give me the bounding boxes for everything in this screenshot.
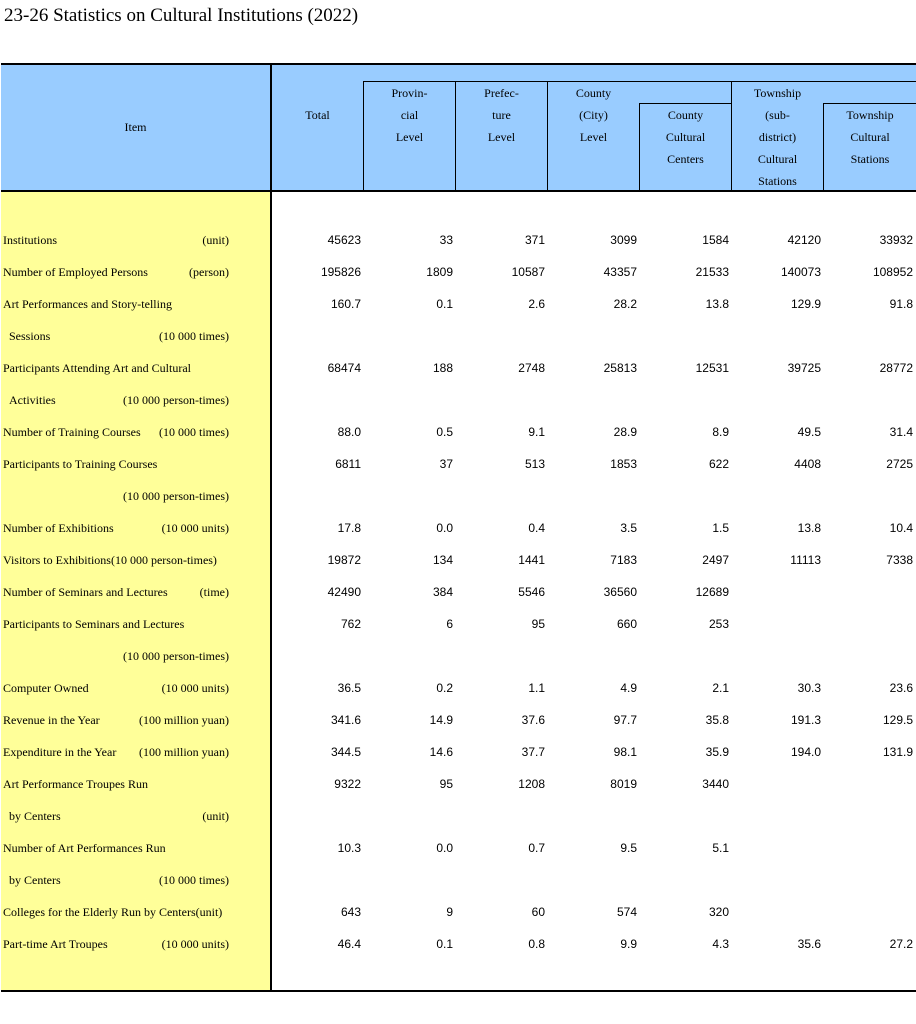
row-label-continuation: Activities [9, 393, 56, 407]
row-label-continuation: by Centers [9, 809, 61, 823]
value-township-level: 39725 [787, 361, 821, 375]
value-provincial: 0.2 [436, 681, 453, 695]
value-township-stations: 91.8 [889, 297, 913, 311]
header-item [1, 116, 270, 138]
row-label: Number of Art Performances Run [3, 841, 166, 855]
header-township-level: Township (sub- district) Cultural Stations [753, 86, 802, 188]
value-county-level: 3.5 [620, 521, 637, 535]
value-total: 643 [340, 905, 361, 919]
value-county-centers: 13.8 [705, 297, 729, 311]
value-county-centers: 2.1 [712, 681, 729, 695]
value-county-level: 9.5 [620, 841, 637, 855]
value-county-centers: 622 [708, 457, 729, 471]
value-prefecture: 37.6 [521, 713, 545, 727]
value-county-level: 7183 [610, 553, 637, 567]
row-unit: (10 000 units) [161, 681, 229, 695]
value-total: 344.5 [330, 745, 361, 759]
row-label: Number of Exhibitions [3, 521, 114, 535]
value-township-stations: 131.9 [882, 745, 913, 759]
row-unit: (10 000 person-times) [123, 393, 229, 407]
table-row [0, 416, 916, 448]
value-provincial: 14.6 [429, 745, 453, 759]
value-total: 341.6 [330, 713, 361, 727]
row-unit: (10 000 person-times) [123, 649, 229, 663]
value-provincial: 1809 [426, 265, 453, 279]
row-unit: (person) [189, 265, 229, 279]
table-row [0, 768, 916, 800]
value-township-level: 140073 [780, 265, 821, 279]
row-label: Expenditure in the Year [3, 745, 117, 759]
header-township-cultural-stations: Township Cultural Stations [846, 108, 894, 166]
value-county-level: 574 [616, 905, 637, 919]
value-provincial: 37 [439, 457, 453, 471]
row-unit: (100 million yuan) [139, 713, 229, 727]
header-total [272, 104, 363, 126]
value-total: 88.0 [337, 425, 361, 439]
header-county-level: County (City) Level [575, 86, 612, 144]
table-row-continuation [0, 640, 916, 672]
table-bottom-border [1, 990, 916, 992]
value-county-level: 36560 [603, 585, 637, 599]
table-row-continuation [0, 864, 916, 896]
value-prefecture: 0.4 [528, 521, 545, 535]
value-county-level: 1853 [610, 457, 637, 471]
value-county-centers: 1.5 [712, 521, 729, 535]
value-county-centers: 1584 [702, 233, 729, 247]
value-total: 45623 [327, 233, 361, 247]
table-row [0, 512, 916, 544]
value-county-level: 660 [616, 617, 637, 631]
value-county-centers: 12689 [695, 585, 729, 599]
value-provincial: 0.0 [436, 841, 453, 855]
value-township-level: 13.8 [797, 521, 821, 535]
row-label: Participants to Seminars and Lectures [3, 617, 185, 631]
value-county-centers: 320 [708, 905, 729, 919]
value-township-level: 42120 [787, 233, 821, 247]
table-row [0, 736, 916, 768]
value-provincial: 14.9 [429, 713, 453, 727]
value-township-level: 49.5 [797, 425, 821, 439]
value-total: 10.3 [337, 841, 361, 855]
table-row-continuation [0, 384, 916, 416]
value-total: 68474 [327, 361, 361, 375]
value-county-centers: 3440 [702, 777, 729, 791]
value-total: 36.5 [337, 681, 361, 695]
value-total: 46.4 [337, 937, 361, 951]
value-county-centers: 35.9 [705, 745, 729, 759]
value-county-centers: 4.3 [712, 937, 729, 951]
row-label: Part-time Art Troupes [3, 937, 108, 951]
value-total: 6811 [335, 457, 361, 471]
value-county-centers: 35.8 [705, 713, 729, 727]
value-county-level: 25813 [603, 361, 637, 375]
row-label: Participants to Training Courses [3, 457, 158, 471]
value-county-level: 3099 [610, 233, 637, 247]
value-township-stations: 23.6 [889, 681, 913, 695]
row-unit: (10 000 person-times) [123, 489, 229, 503]
header-county-cultural-centers: County Cultural Centers [665, 108, 706, 166]
value-county-level: 97.7 [613, 713, 637, 727]
header-total-label: Total [305, 108, 330, 122]
table-row [0, 288, 916, 320]
value-provincial: 188 [432, 361, 453, 375]
table-row [0, 928, 916, 960]
value-prefecture: 2748 [518, 361, 545, 375]
row-unit: (time) [199, 585, 229, 599]
value-township-stations: 33932 [879, 233, 913, 247]
table-row [0, 832, 916, 864]
value-prefecture: 0.7 [528, 841, 545, 855]
value-county-level: 9.9 [620, 937, 637, 951]
row-label: Revenue in the Year [3, 713, 100, 727]
value-county-centers: 21533 [695, 265, 729, 279]
value-county-centers: 12531 [695, 361, 729, 375]
value-provincial: 0.1 [436, 297, 453, 311]
value-provincial: 33 [439, 233, 453, 247]
row-label: Computer Owned [3, 681, 89, 695]
value-county-centers: 8.9 [712, 425, 729, 439]
value-township-stations: 10.4 [889, 521, 913, 535]
value-township-level: 35.6 [797, 937, 821, 951]
value-provincial: 0.1 [436, 937, 453, 951]
value-prefecture: 60 [531, 905, 545, 919]
header-prefecture: Prefec- ture Level [484, 86, 519, 144]
value-county-level: 43357 [603, 265, 637, 279]
table-row [0, 576, 916, 608]
table-row [0, 544, 916, 576]
value-total: 19872 [327, 553, 361, 567]
value-prefecture: 1208 [518, 777, 545, 791]
value-total: 42490 [327, 585, 361, 599]
value-township-level: 11113 [790, 553, 821, 567]
table-row [0, 672, 916, 704]
value-total: 195826 [320, 265, 361, 279]
value-county-level: 4.9 [620, 681, 637, 695]
value-prefecture: 513 [524, 457, 545, 471]
row-unit: (unit) [202, 233, 229, 247]
value-county-centers: 5.1 [712, 841, 729, 855]
table-row-continuation [0, 800, 916, 832]
value-township-stations: 31.4 [889, 425, 913, 439]
value-provincial: 9 [446, 905, 453, 919]
value-township-level: 30.3 [797, 681, 821, 695]
value-total: 17.8 [337, 521, 361, 535]
table-row [0, 608, 916, 640]
value-township-level: 191.3 [790, 713, 821, 727]
value-county-level: 28.2 [613, 297, 637, 311]
page-title: 23-26 Statistics on Cultural Institutions (2022) [4, 5, 359, 26]
row-label: Visitors to Exhibitions(10 000 person-times) [3, 553, 217, 567]
value-township-stations: 28772 [879, 361, 913, 375]
table-row [0, 352, 916, 384]
value-provincial: 134 [432, 553, 453, 567]
value-prefecture: 9.1 [528, 425, 545, 439]
header-item-label: Item [124, 120, 147, 134]
row-label: Participants Attending Art and Cultural [3, 361, 191, 375]
row-unit: (unit) [202, 809, 229, 823]
row-label: Art Performance Troupes Run [3, 777, 148, 791]
row-unit: (10 000 times) [159, 425, 229, 439]
value-township-level: 194.0 [790, 745, 821, 759]
value-county-level: 8019 [610, 777, 637, 791]
table-row [0, 896, 916, 928]
value-prefecture: 1441 [518, 553, 545, 567]
value-provincial: 0.5 [436, 425, 453, 439]
table-row [0, 448, 916, 480]
row-label: Number of Employed Persons [3, 265, 148, 279]
row-unit: (10 000 units) [161, 521, 229, 535]
value-prefecture: 371 [524, 233, 545, 247]
row-unit: (10 000 times) [159, 873, 229, 887]
value-total: 9322 [334, 777, 361, 791]
value-township-stations: 129.5 [882, 713, 913, 727]
table-row-continuation [0, 480, 916, 512]
value-county-level: 98.1 [613, 745, 637, 759]
table-row [0, 224, 916, 256]
value-prefecture: 2.6 [528, 297, 545, 311]
value-township-stations: 108952 [872, 265, 913, 279]
value-township-level: 4408 [794, 457, 821, 471]
row-label-continuation: by Centers [9, 873, 61, 887]
table-row [0, 256, 916, 288]
value-prefecture: 37.7 [521, 745, 545, 759]
value-township-stations: 7338 [886, 553, 913, 567]
row-label: Institutions [3, 233, 58, 247]
row-unit: (100 million yuan) [139, 745, 229, 759]
value-county-centers: 2497 [702, 553, 729, 567]
value-township-stations: 2725 [886, 457, 913, 471]
row-label: Number of Training Courses [3, 425, 141, 439]
value-total: 762 [340, 617, 361, 631]
value-county-centers: 253 [708, 617, 729, 631]
value-total: 160.7 [330, 297, 361, 311]
value-provincial: 6 [446, 617, 453, 631]
value-township-stations: 27.2 [889, 937, 913, 951]
value-provincial: 95 [439, 777, 453, 791]
row-label-continuation: Sessions [9, 329, 51, 343]
value-prefecture: 5546 [518, 585, 545, 599]
table-row [0, 704, 916, 736]
row-unit: (10 000 units) [161, 937, 229, 951]
row-label: Colleges for the Elderly Run by Centers(unit) [3, 905, 223, 919]
header-top-border [1, 63, 916, 65]
value-county-level: 28.9 [613, 425, 637, 439]
value-prefecture: 95 [531, 617, 545, 631]
value-prefecture: 10587 [511, 265, 545, 279]
value-provincial: 384 [432, 585, 453, 599]
row-label: Number of Seminars and Lectures [3, 585, 168, 599]
value-prefecture: 1.1 [528, 681, 545, 695]
value-township-level: 129.9 [790, 297, 821, 311]
value-prefecture: 0.8 [528, 937, 545, 951]
row-unit: (10 000 times) [159, 329, 229, 343]
header-provincial: Provin- cial Level [391, 86, 428, 144]
row-label: Art Performances and Story-telling [3, 297, 172, 311]
table-row-continuation [0, 320, 916, 352]
value-provincial: 0.0 [436, 521, 453, 535]
